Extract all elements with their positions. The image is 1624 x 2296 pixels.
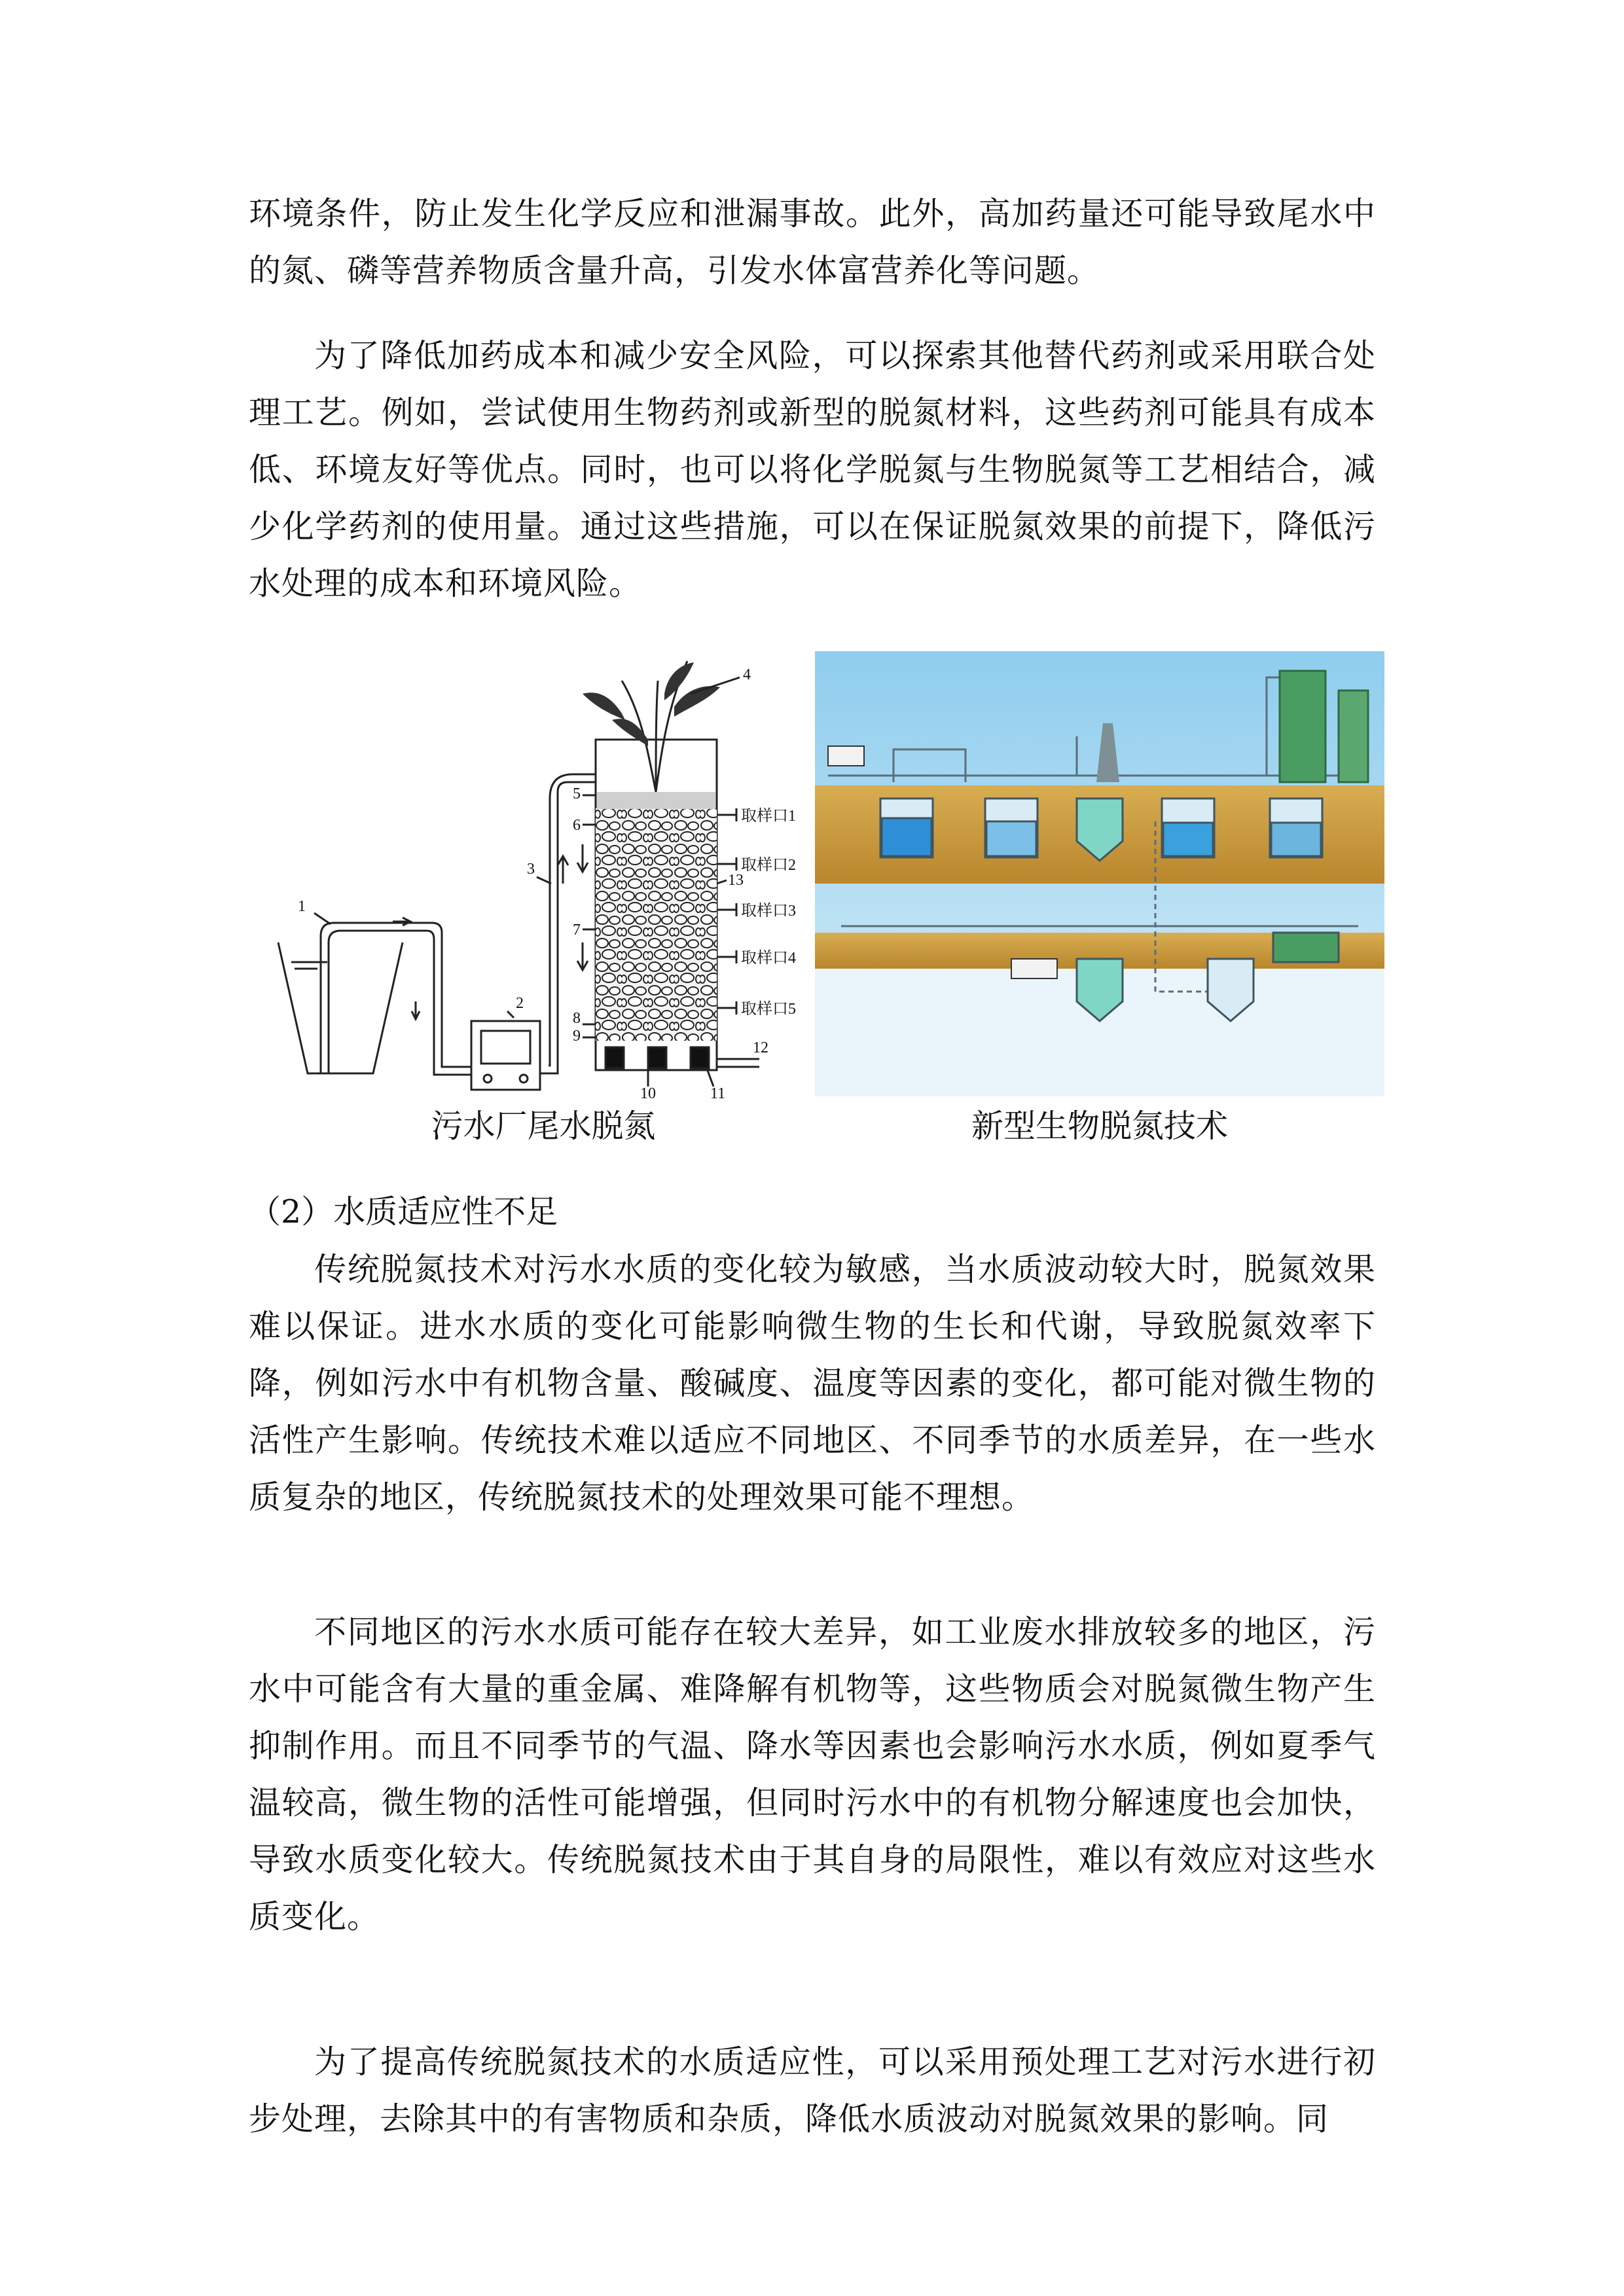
paragraph-2: 为了降低加药成本和减少安全风险，可以探索其他替代药剂或采用联合处理工艺。例如，尝试使用生物药剂或新型的脱氮材料，这些药剂可能具有成本低、环境友好等优点。同时，也可以将化学脱氮与生物脱氮等工艺相结合，减少化学药剂的使用量。通过这些措施，可以在保证脱氮效果的前提下，降低污水处理的成本和环境风险。 [249,337,1376,602]
label-number-8: 8 [573,1010,581,1027]
label-number-5: 5 [573,785,581,802]
label-number-6: 6 [573,817,581,834]
label-number-9: 9 [573,1028,581,1045]
figure-caption-right: 新型生物脱氮技术 [971,1107,1228,1145]
paragraph-5: 为了提高传统脱氮技术的水质适应性，可以采用预处理工艺对污水进行初步处理，去除其中的有害物质和杂质，降低水质波动对脱氮效果的影响。同 [249,2043,1376,2138]
section-heading: （2）水质适应性不足 [249,1193,558,1230]
label-number-4: 4 [743,666,751,683]
sample-port-2: 取样口2 [741,857,796,874]
paragraph-3: 传统脱氮技术对污水水质的变化较为敏感，当水质波动较大时，脱氮效果难以保证。进水水质的变化可能影响微生物的生长和代谢，导致脱氮效率下降，例如污水中有机物含量、酸碱度、温度等因素的变化，都可能对微生物的活性产生影响。传统技术难以适应不同地区、不同季节的水质差异，在一些水质复杂的地区，传统脱氮技术的处理效果可能不理想。 [249,1251,1376,1516]
label-number-13: 13 [728,872,744,889]
column-diagram-figure [255,655,802,1100]
sample-port-1: 取样口1 [741,808,796,825]
label-number-3: 3 [527,861,535,878]
figure-caption-left: 污水厂尾水脱氮 [431,1107,656,1145]
process-illustration-figure [815,651,1384,1096]
paragraph-1: 环境条件，防止发生化学反应和泄漏事故。此外，高加药量还可能导致尾水中的氮、磷等营养物质含量升高，引发水体富营养化等问题。 [249,195,1376,289]
sample-port-3: 取样口3 [741,903,796,920]
label-number-7: 7 [573,922,581,939]
label-number-12: 12 [753,1039,768,1056]
sample-port-4: 取样口4 [741,950,796,967]
label-number-10: 10 [640,1085,656,1100]
paragraph-4: 不同地区的污水水质可能存在较大差异，如工业废水排放较多的地区，污水中可能含有大量的重金属、难降解有机物等，这些物质会对脱氮微生物产生抑制作用。而且不同季节的气温、降水等因素也会影响污水水质，例如夏季气温较高，微生物的活性可能增强，但同时污水中的有机物分解速度也会加快，导致水质变化较大。传统脱氮技术由于其自身的局限性，难以有效应对这些水质变化。 [249,1613,1376,1935]
label-number-2: 2 [516,995,524,1012]
label-number-1: 1 [298,898,306,915]
sample-port-5: 取样口5 [741,1001,796,1018]
label-number-11: 11 [710,1085,726,1100]
